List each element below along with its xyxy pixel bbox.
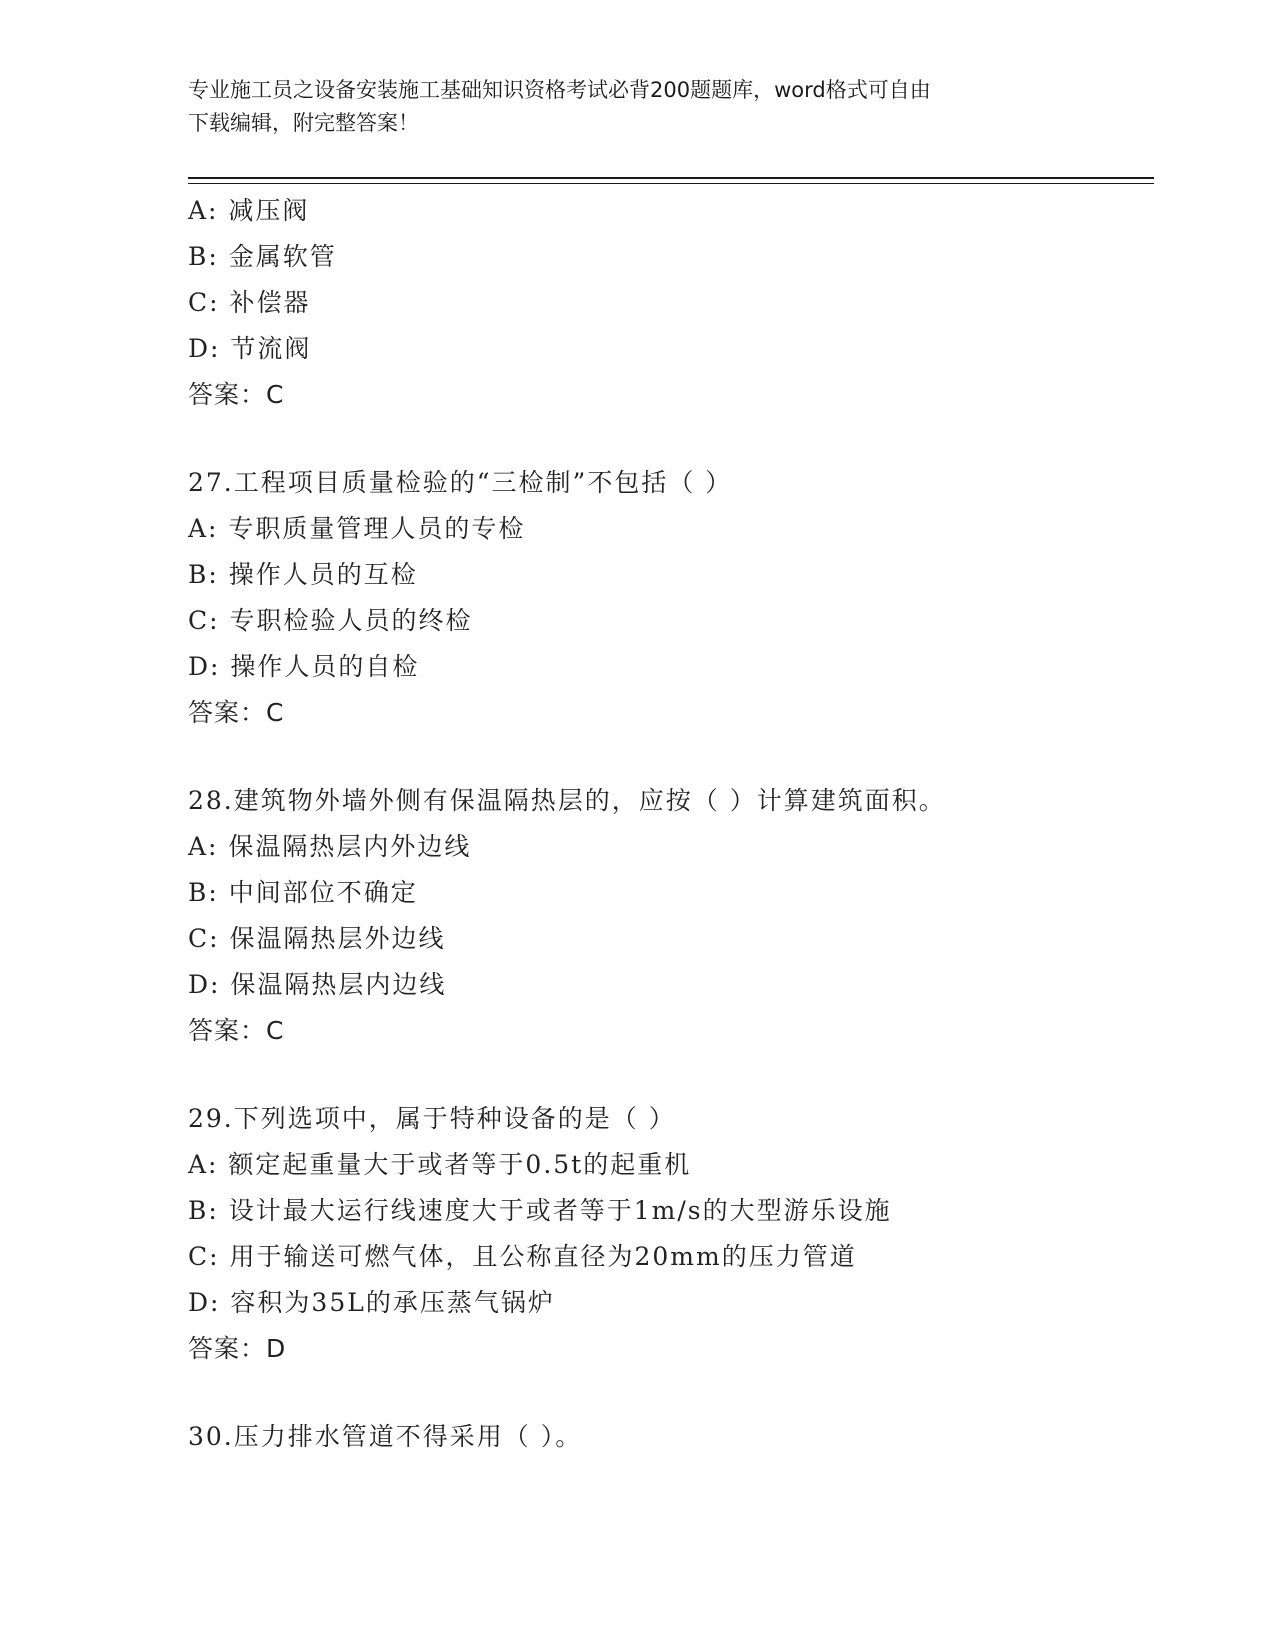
question-block-26	[188, 188, 1168, 418]
header-line-2: 下载编辑，附完整答案！	[188, 111, 419, 135]
option-d: D: 操作人员的自检	[188, 652, 420, 681]
answer-line: 答案：C	[188, 380, 285, 409]
question-block-27	[188, 460, 1168, 736]
answer-line: 答案：C	[188, 698, 285, 727]
question-stem: 29.下列选项中，属于特种设备的是（ ）	[188, 1104, 676, 1133]
question-stem: 30.压力排水管道不得采用（ ）。	[188, 1422, 583, 1451]
option-b: B: 操作人员的互检	[188, 560, 418, 589]
document-header	[188, 74, 1088, 140]
option-d: D: 容积为35L的承压蒸气锅炉	[188, 1288, 555, 1317]
option-b: B: 金属软管	[188, 242, 337, 271]
option-b: B: 中间部位不确定	[188, 878, 418, 907]
option-c: C: 保温隔热层外边线	[188, 924, 446, 953]
option-c: C: 用于输送可燃气体，且公称直径为20mm的压力管道	[188, 1242, 857, 1271]
option-a: A: 额定起重量大于或者等于0.5t的起重机	[188, 1150, 692, 1179]
question-block-30	[188, 1414, 1168, 1460]
option-a: A: 减压阀	[188, 196, 310, 225]
option-d: D: 保温隔热层内边线	[188, 970, 447, 999]
header-divider-thick	[188, 177, 1154, 179]
header-line-1: 专业施工员之设备安装施工基础知识资格考试必背200题题库，word格式可自由	[188, 78, 931, 102]
header-divider-thin	[188, 183, 1154, 184]
option-c: C: 专职检验人员的终检	[188, 606, 473, 635]
question-stem: 27.工程项目质量检验的“三检制”不包括（ ）	[188, 468, 733, 497]
answer-line: 答案：C	[188, 1016, 285, 1045]
question-list	[188, 188, 1168, 1460]
question-block-29	[188, 1096, 1168, 1372]
answer-line: 答案：D	[188, 1334, 287, 1363]
question-stem: 28.建筑物外墙外侧有保温隔热层的，应按（ ）计算建筑面积。	[188, 786, 946, 815]
option-a: A: 保温隔热层内外边线	[188, 832, 472, 861]
option-d: D: 节流阀	[188, 334, 312, 363]
question-block-28	[188, 778, 1168, 1054]
option-b: B: 设计最大运行线速度大于或者等于1m/s的大型游乐设施	[188, 1196, 892, 1225]
option-c: C: 补偿器	[188, 288, 311, 317]
option-a: A: 专职质量管理人员的专检	[188, 514, 526, 543]
